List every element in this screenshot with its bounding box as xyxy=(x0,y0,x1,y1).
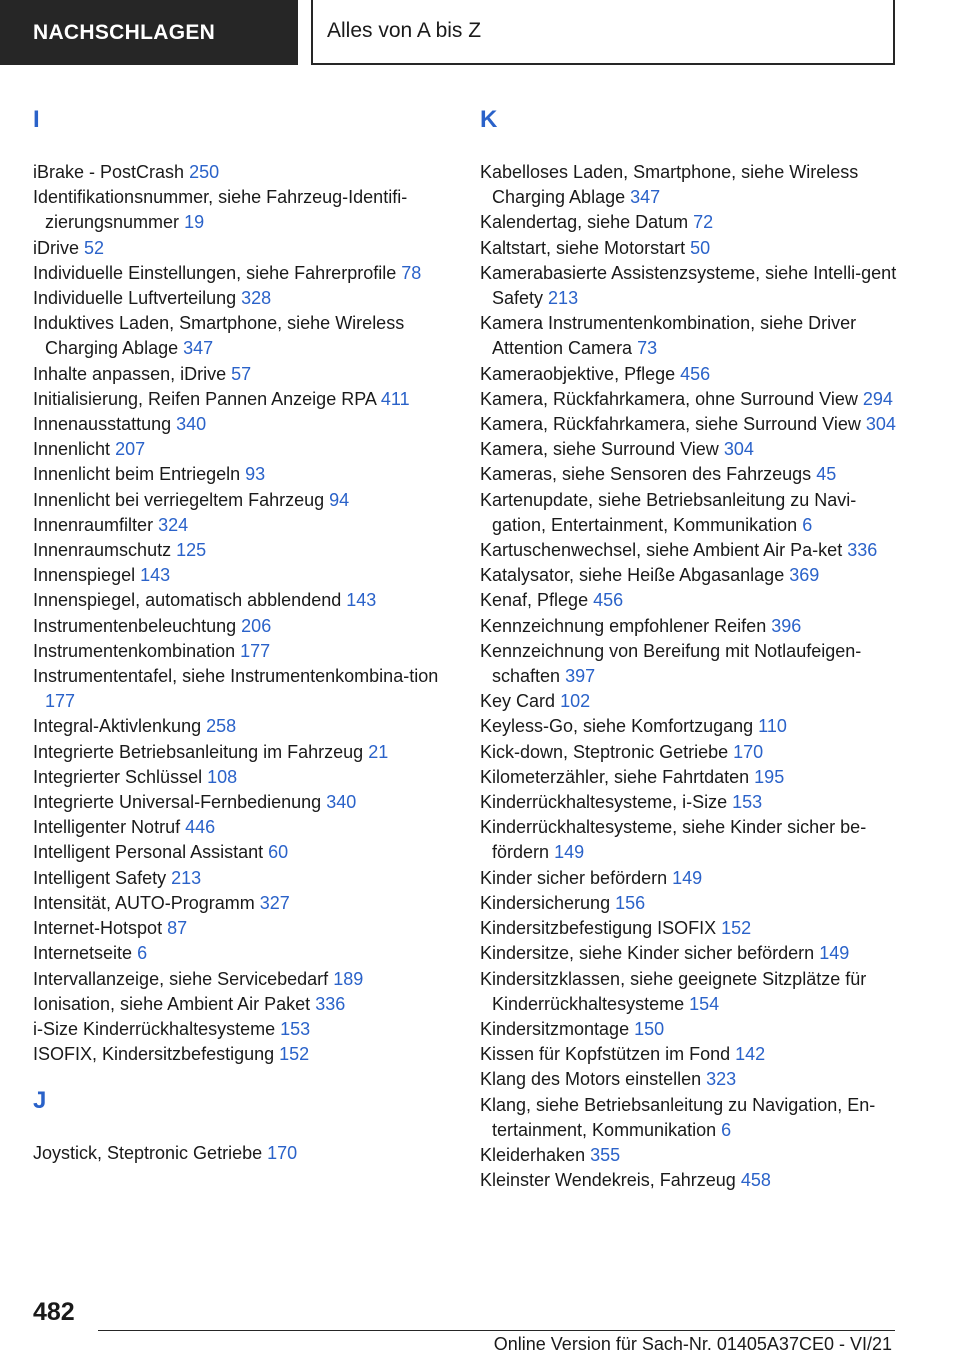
index-entry xyxy=(33,967,443,992)
header-title-box xyxy=(311,0,895,65)
page-reference-link[interactable]: 154 xyxy=(689,993,720,1014)
index-entry xyxy=(480,1017,900,1042)
index-entry-text: Kalendertag, siehe Datum xyxy=(480,212,689,233)
index-entry xyxy=(480,967,900,1017)
index-entry-text: Kleinster Wendekreis, Fahrzeug xyxy=(480,1170,736,1191)
index-entry xyxy=(33,513,443,538)
index-entry-text: Integrierte Universal-Fernbedienung xyxy=(33,792,322,813)
index-entry-text: Kindersicherung xyxy=(480,892,611,913)
page-reference-link[interactable]: 149 xyxy=(554,842,585,863)
index-entry xyxy=(480,714,900,739)
section-label: NACHSCHLAGEN xyxy=(0,0,298,65)
page-reference-link[interactable]: 340 xyxy=(326,792,357,813)
index-entry xyxy=(33,664,443,714)
page-reference-link[interactable]: 57 xyxy=(231,363,252,384)
index-entry xyxy=(33,588,443,613)
index-entry-text: Kindersitze, siehe Kinder sicher befördern xyxy=(480,943,815,964)
index-entry xyxy=(480,815,900,865)
index-entry-text: Kinder sicher befördern xyxy=(480,867,668,888)
page-reference-link[interactable]: 156 xyxy=(615,892,646,913)
page-reference-link[interactable]: 6 xyxy=(802,514,813,535)
index-entry-text: Intensität, AUTO-Programm xyxy=(33,892,255,913)
index-letter-heading: I xyxy=(33,106,40,133)
page-reference-link[interactable]: 347 xyxy=(183,338,214,359)
index-entry xyxy=(33,387,443,412)
index-entry xyxy=(480,1168,900,1193)
index-entry-text: Kissen für Kopfstützen im Fond xyxy=(480,1044,731,1065)
page-reference-link[interactable]: 294 xyxy=(862,388,893,409)
index-entry xyxy=(480,588,900,613)
index-column-right xyxy=(480,100,900,1193)
index-entry-text: Innenraumfilter xyxy=(33,514,154,535)
index-entry-text: iDrive xyxy=(33,237,80,258)
index-entry xyxy=(480,488,900,538)
index-entry xyxy=(480,362,900,387)
index-entry-text: Kartuschenwechsel, siehe Ambient Air Pa-ket xyxy=(480,540,843,561)
index-entry xyxy=(480,160,900,210)
index-entry-text: Kaltstart, siehe Motorstart xyxy=(480,237,686,258)
index-entry xyxy=(480,916,900,941)
index-entry-text: Kennzeichnung empfohlener Reifen xyxy=(480,615,767,636)
index-entry-text: Kameraobjektive, Pflege xyxy=(480,363,676,384)
index-entry xyxy=(33,992,443,1017)
index-entry-text: Intelligent Safety xyxy=(33,867,167,888)
page-reference-link[interactable]: 328 xyxy=(241,288,272,309)
page-reference-link[interactable]: 60 xyxy=(268,842,289,863)
page-reference-link[interactable]: 110 xyxy=(758,716,787,737)
index-letter-heading: J xyxy=(33,1087,47,1115)
index-entry-text: Ionisation, siehe Ambient Air Paket xyxy=(33,993,311,1014)
page-reference-link[interactable]: 304 xyxy=(723,439,754,460)
index-letter-heading: K xyxy=(480,106,498,133)
index-entry xyxy=(33,866,443,891)
index-entry xyxy=(33,261,443,286)
page-reference-link[interactable]: 153 xyxy=(732,792,763,813)
page-reference-link[interactable]: 213 xyxy=(171,867,202,888)
index-entry-text: Innenspiegel xyxy=(33,565,136,586)
page-reference-link[interactable]: 189 xyxy=(333,968,364,989)
page-reference-link[interactable]: 206 xyxy=(241,615,272,636)
index-entry xyxy=(480,866,900,891)
page-reference-link[interactable]: 456 xyxy=(680,363,711,384)
index-entry xyxy=(480,689,900,714)
index-entry xyxy=(33,614,443,639)
index-entry-text: Kennzeichnung von Bereifung mit Notlaufeigen-schaften xyxy=(480,640,862,687)
page-reference-link[interactable]: 6 xyxy=(721,1119,732,1140)
index-entry-text: Klang, siehe Betriebsanleitung zu Navigation, En-tertainment, Kommunikation xyxy=(480,1094,876,1140)
index-entry xyxy=(480,311,900,361)
page-reference-link[interactable]: 258 xyxy=(206,716,237,737)
index-entry xyxy=(480,462,900,487)
index-entry xyxy=(480,790,900,815)
index-entry-text: Kenaf, Pflege xyxy=(480,590,589,611)
page-reference-link[interactable]: 336 xyxy=(847,540,878,561)
page-reference-link[interactable]: 458 xyxy=(740,1170,771,1191)
page-reference-link[interactable]: 369 xyxy=(789,565,820,586)
page-reference-link[interactable]: 411 xyxy=(380,388,410,409)
page-header xyxy=(0,0,895,65)
page-reference-link[interactable]: 102 xyxy=(560,691,591,712)
page-reference-link[interactable]: 177 xyxy=(240,640,271,661)
page-reference-link[interactable]: 250 xyxy=(189,162,220,182)
index-entry-text: Kilometerzähler, siehe Fahrtdaten xyxy=(480,766,750,787)
page-reference-link[interactable]: 52 xyxy=(84,237,105,258)
index-entry-text: Intelligenter Notruf xyxy=(33,817,181,838)
page-reference-link[interactable]: 207 xyxy=(115,439,146,460)
index-entry-text: Kick-down, Steptronic Getriebe xyxy=(480,741,729,762)
index-entry-text: Individuelle Luftverteilung xyxy=(33,288,237,309)
page-reference-link[interactable]: 324 xyxy=(158,514,189,535)
page-number: 482 xyxy=(33,1298,75,1326)
index-entry xyxy=(33,1141,443,1166)
index-entry xyxy=(33,916,443,941)
index-entry xyxy=(480,412,900,437)
index-entry-text: Kleiderhaken xyxy=(480,1144,586,1165)
page-reference-link[interactable]: 87 xyxy=(167,918,188,939)
index-entry xyxy=(33,941,443,966)
index-entry-text: Innenlicht bei verriegeltem Fahrzeug xyxy=(33,489,325,510)
page-reference-link[interactable]: 456 xyxy=(593,590,624,611)
page-reference-link[interactable]: 170 xyxy=(733,741,764,762)
index-entry-text: Integrierte Betriebsanleitung im Fahrzeug xyxy=(33,741,364,762)
index-entry-text: Integral-Aktivlenkung xyxy=(33,716,202,737)
page-reference-link[interactable]: 143 xyxy=(346,590,377,611)
footer-divider xyxy=(98,1330,895,1331)
index-entry xyxy=(33,286,443,311)
index-entry-text: Innenausstattung xyxy=(33,414,172,435)
index-entry-text: Kamerabasierte Assistenzsysteme, siehe Intelli-gent Safety xyxy=(480,262,897,309)
index-entry xyxy=(480,387,900,412)
index-entry-text: Internetseite xyxy=(33,943,133,964)
index-entry-text: Innenraumschutz xyxy=(33,540,172,561)
index-entry xyxy=(33,840,443,865)
index-entry xyxy=(33,462,443,487)
page-reference-link[interactable]: 19 xyxy=(184,212,205,233)
index-entry xyxy=(33,790,443,815)
index-entry-text: Innenspiegel, automatisch abblendend xyxy=(33,590,342,611)
index-entry-text: Instrumentenkombination xyxy=(33,640,236,661)
index-entry-text: Initialisierung, Reifen Pannen Anzeige RPA xyxy=(33,388,376,409)
index-entry-text: Induktives Laden, Smartphone, siehe Wireless Charging Ablage xyxy=(33,313,405,359)
index-entry-text: Inhalte anpassen, iDrive xyxy=(33,363,227,384)
page-reference-link[interactable]: 446 xyxy=(185,817,216,838)
page-reference-link[interactable]: 50 xyxy=(690,237,711,258)
index-entry-text: Intervallanzeige, siehe Servicebedarf xyxy=(33,968,329,989)
index-entry-text: Innenlicht beim Entriegeln xyxy=(33,464,241,485)
index-entry-text: Kamera, siehe Surround View xyxy=(480,439,719,460)
page-reference-link[interactable]: 323 xyxy=(706,1069,737,1090)
index-entry-text: Innenlicht xyxy=(33,439,111,460)
index-entry-text: Kinderrückhaltesysteme, siehe Kinder sicher be-fördern xyxy=(480,817,867,863)
page-reference-link[interactable]: 340 xyxy=(176,414,207,435)
index-entry xyxy=(33,362,443,387)
index-column-left xyxy=(33,100,443,1167)
header-title: Alles von A bis Z xyxy=(327,19,482,42)
page-reference-link[interactable]: 149 xyxy=(672,867,703,888)
index-entry-text: Kamera, Rückfahrkamera, siehe Surround View xyxy=(480,414,861,435)
index-entry-text: Keyless-Go, siehe Komfortzugang xyxy=(480,716,754,737)
index-entry-text: Instrumentenbeleuchtung xyxy=(33,615,237,636)
index-entry xyxy=(480,1143,900,1168)
page-reference-link[interactable]: 125 xyxy=(176,540,207,561)
index-entry-text: Integrierter Schlüssel xyxy=(33,766,203,787)
index-entry xyxy=(480,538,900,563)
index-entry-text: Kartenupdate, siehe Betriebsanleitung zu Navi-gation, Entertainment, Kommunikation xyxy=(480,489,857,535)
page-reference-link[interactable]: 150 xyxy=(634,1018,665,1039)
index-entry-text: Kamera, Rückfahrkamera, ohne Surround View xyxy=(480,388,858,409)
page-reference-link[interactable]: 327 xyxy=(259,892,290,913)
index-entry xyxy=(33,765,443,790)
footer-version-text: Online Version für Sach-Nr. 01405A37CE0 - VI/21 xyxy=(493,1334,892,1354)
index-entry-text: Individuelle Einstellungen, siehe Fahrerprofile xyxy=(33,262,397,283)
index-entry xyxy=(480,563,900,588)
index-entry xyxy=(33,1017,443,1042)
page-reference-link[interactable]: 6 xyxy=(137,943,148,964)
page-reference-link[interactable]: 149 xyxy=(819,943,850,964)
index-entry xyxy=(33,815,443,840)
index-entry-text: Katalysator, siehe Heiße Abgasanlage xyxy=(480,565,785,586)
index-entry-text: Key Card xyxy=(480,691,556,712)
page-reference-link[interactable]: 78 xyxy=(401,262,422,283)
index-entry-text: ISOFIX, Kindersitzbefestigung xyxy=(33,1044,275,1065)
index-entry-text: Kabelloses Laden, Smartphone, siehe Wireless Charging Ablage xyxy=(480,162,859,208)
index-entry xyxy=(33,639,443,664)
index-entry xyxy=(480,437,900,462)
page-reference-link[interactable]: 94 xyxy=(329,489,350,510)
index-entry xyxy=(33,185,443,235)
page-reference-link[interactable]: 397 xyxy=(565,666,596,687)
page-reference-link[interactable]: 177 xyxy=(45,691,76,712)
index-entry xyxy=(33,236,443,261)
page-reference-link[interactable]: 72 xyxy=(693,212,714,233)
index-entry-text: Kamera Instrumentenkombination, siehe Driver Attention Camera xyxy=(480,313,857,359)
page-reference-link[interactable]: 347 xyxy=(630,187,661,208)
index-entry xyxy=(480,1093,900,1143)
index-entry xyxy=(480,891,900,916)
index-entry xyxy=(480,1067,900,1092)
index-entry xyxy=(33,1042,443,1067)
index-entry xyxy=(480,765,900,790)
index-entry-text: Internet-Hotspot xyxy=(33,918,163,939)
page-reference-link[interactable]: 396 xyxy=(771,615,802,636)
index-entry xyxy=(33,412,443,437)
index-entry-text: Kindersitzbefestigung ISOFIX xyxy=(480,918,717,939)
index-entry xyxy=(480,210,900,235)
index-entry xyxy=(480,639,900,689)
index-entry-text: Kinderrückhaltesysteme, i-Size xyxy=(480,792,728,813)
index-entry-text: i-Size Kinderrückhaltesysteme xyxy=(33,1018,276,1039)
index-entry-text: Intelligent Personal Assistant xyxy=(33,842,264,863)
index-entry xyxy=(480,941,900,966)
page-reference-link[interactable]: 142 xyxy=(735,1044,766,1065)
index-entry-text: iBrake - PostCrash xyxy=(33,162,185,182)
index-entry-text: Klang des Motors einstellen xyxy=(480,1069,702,1090)
index-entry-text: Joystick, Steptronic Getriebe xyxy=(33,1143,263,1164)
index-entry xyxy=(33,563,443,588)
page-reference-link[interactable]: 45 xyxy=(816,464,837,485)
index-entry xyxy=(33,311,443,361)
index-entry xyxy=(480,614,900,639)
index-entry xyxy=(480,1042,900,1067)
page-reference-link[interactable]: 21 xyxy=(368,741,389,762)
index-entry-text: Identifikationsnummer, siehe Fahrzeug-Identifi-zierungsnummer xyxy=(33,187,408,233)
page-reference-link[interactable]: 108 xyxy=(207,766,238,787)
index-entry-text: Instrumententafel, siehe Instrumentenkombina-tion xyxy=(33,666,439,687)
page-reference-link[interactable]: 152 xyxy=(721,918,752,939)
index-entry xyxy=(480,740,900,765)
page-reference-link[interactable]: 336 xyxy=(315,993,346,1014)
index-entry xyxy=(480,261,900,311)
index-entry xyxy=(33,891,443,916)
index-entry xyxy=(33,437,443,462)
page-reference-link[interactable]: 152 xyxy=(279,1044,310,1065)
index-entry xyxy=(33,488,443,513)
page-reference-link[interactable]: 73 xyxy=(637,338,658,359)
index-entry xyxy=(480,236,900,261)
page-reference-link[interactable]: 213 xyxy=(548,288,579,309)
page-reference-link[interactable]: 153 xyxy=(280,1018,311,1039)
index-entry xyxy=(33,160,443,185)
page-reference-link[interactable]: 93 xyxy=(245,464,266,485)
index-entry xyxy=(33,714,443,739)
index-entry-text: Kindersitzmontage xyxy=(480,1018,630,1039)
index-entry-text: Kindersitzklassen, siehe geeignete Sitzplätze für Kinderrückhaltesysteme xyxy=(480,968,867,1014)
page-reference-link[interactable]: 304 xyxy=(865,414,896,435)
index-entry xyxy=(33,538,443,563)
page-reference-link[interactable]: 143 xyxy=(140,565,171,586)
index-entry-text: Kameras, siehe Sensoren des Fahrzeugs xyxy=(480,464,812,485)
page-reference-link[interactable]: 355 xyxy=(590,1144,621,1165)
page-reference-link[interactable]: 170 xyxy=(267,1143,298,1164)
index-entry xyxy=(33,740,443,765)
page-reference-link[interactable]: 195 xyxy=(754,766,785,787)
